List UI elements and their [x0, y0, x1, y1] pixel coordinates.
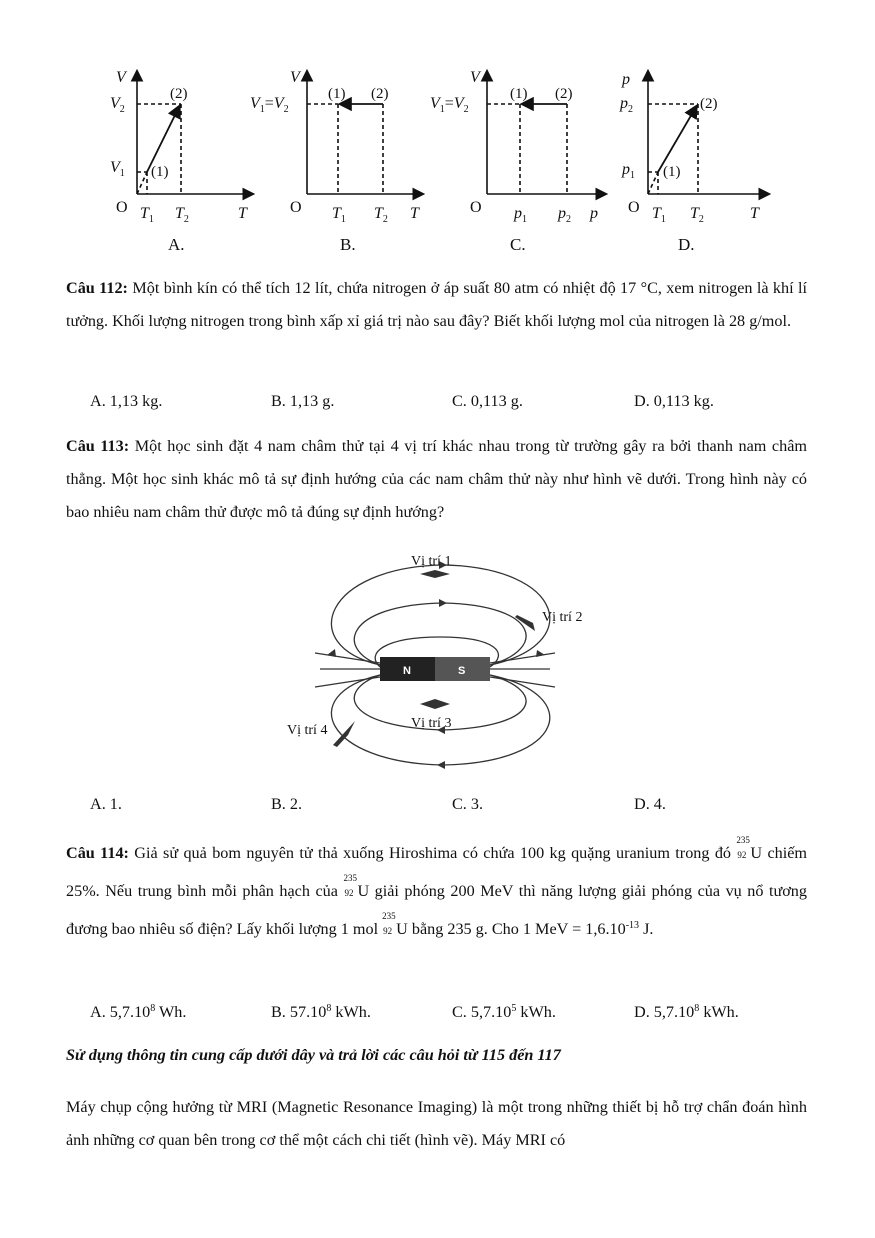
position-3-label: Vị trí 3 — [411, 716, 452, 731]
axis-label-y: V — [290, 69, 300, 86]
state-1: (1) — [328, 86, 346, 102]
south-pole-label: S — [458, 665, 466, 677]
position-4-label: Vị trí 4 — [287, 723, 328, 738]
question-title: Câu 112: — [66, 279, 128, 297]
question-title: Câu 114: — [66, 844, 129, 862]
option-d[interactable]: D. 0,113 kg. — [634, 392, 714, 410]
option-b[interactable]: B. 1,13 g. — [271, 392, 335, 410]
label-t2: $T_2$ — [690, 205, 704, 225]
state-2: (2) — [371, 86, 389, 102]
magnet-field-figure — [285, 545, 605, 775]
graph-caption: A. — [168, 235, 185, 254]
isotope-notation: 235 92 — [382, 910, 396, 936]
origin-label: O — [628, 199, 640, 216]
graph-caption: D. — [678, 235, 695, 254]
label-p1: $p_1$ — [514, 205, 527, 225]
option-a[interactable]: A. 1. — [90, 795, 122, 813]
label-v2: $V_2$ — [110, 95, 125, 115]
state-2: (2) — [700, 96, 718, 112]
label-t1: $T_1$ — [332, 205, 346, 225]
position-2-label: Vị trí 2 — [542, 610, 583, 625]
exponent: -13 — [625, 920, 640, 931]
graph-c — [430, 60, 610, 260]
question-text-c: U giải phóng 200 MeV thì năng lượng giải phóng của vụ nổ tương đương bao nhiêu số điện? Lấy khối lượng 1 mol — [66, 882, 807, 938]
compass-needle-3 — [420, 699, 450, 709]
option-d[interactable]: D. 4. — [634, 795, 666, 813]
section-text: Máy chụp cộng hưởng từ MRI (Magnetic Resonance Imaging) là một trong những thiết bị hỗ trợ chẩn đoán hình ảnh những cơ quan bên trong cơ thể một cách chi tiết (hình vẽ). Máy MRI có — [66, 1098, 807, 1149]
label-p2: $p_2$ — [558, 205, 571, 225]
option-c[interactable]: C. 3. — [452, 795, 484, 813]
graphs-figure — [100, 60, 780, 260]
origin-label: O — [290, 199, 302, 216]
isotope-notation: 235 92 — [736, 834, 750, 860]
graph-a — [100, 60, 260, 260]
option-b[interactable]: B. 2. — [271, 795, 303, 813]
origin-label: O — [470, 199, 482, 216]
graph-caption: B. — [340, 235, 356, 254]
state-2: (2) — [555, 86, 573, 102]
label-v1-eq-v2: $V_1=V_2$ — [430, 95, 469, 115]
question-112-options — [90, 392, 810, 416]
isotope-notation: 235 92 — [343, 872, 357, 898]
label-p2: $p_2$ — [620, 95, 633, 115]
state-2: (2) — [170, 86, 188, 102]
option-a[interactable]: A. 5,7.10$^8$ Wh. — [90, 1003, 187, 1021]
north-pole-label: N — [403, 665, 411, 677]
question-text-e: J. — [639, 920, 654, 938]
axis-label-x: T — [238, 205, 247, 222]
question-114 — [66, 834, 807, 948]
section-title: Sử dụng thông tin cung cấp dưới dây và trả lời các câu hỏi từ 115 đến 117 — [66, 1046, 561, 1064]
question-113-options — [90, 795, 810, 819]
axis-label-x: T — [750, 205, 759, 222]
axis-label-y: p — [622, 71, 630, 88]
axis-label-y: V — [116, 69, 126, 86]
option-d[interactable]: D. 5,7.10$^8$ kWh. — [634, 1003, 739, 1021]
axis-label-x: T — [410, 205, 419, 222]
question-title: Câu 113: — [66, 437, 130, 455]
origin-label: O — [116, 199, 128, 216]
question-text-b: U chiếm 25%. Nếu trung bình mỗi phân hạch của — [66, 844, 807, 900]
option-c[interactable]: C. 0,113 g. — [452, 392, 523, 410]
axis-label-y: V — [470, 69, 480, 86]
label-v1-eq-v2: $V_1=V_2$ — [250, 95, 289, 115]
state-1: (1) — [663, 164, 681, 180]
question-text-d: U bằng 235 g. Cho 1 MeV = 1,6.10 — [396, 920, 626, 938]
option-c[interactable]: C. 5,7.10$^5$ kWh. — [452, 1003, 556, 1021]
graph-b — [250, 60, 430, 260]
position-1-label: Vị trí 1 — [411, 554, 452, 569]
compass-needle-2 — [515, 615, 535, 631]
label-t1: $T_1$ — [652, 205, 666, 225]
compass-needle-1 — [420, 570, 450, 578]
option-b[interactable]: B. 57.10$^8$ kWh. — [271, 1003, 371, 1021]
question-text: Một bình kín có thể tích 12 lít, chứa nitrogen ở áp suất 80 atm có nhiệt độ 17 °C, xem nitrogen là khí lí tưởng. Khối lượng nitrogen trong bình xấp xỉ giá trị nào sau đây? Biết khối lượng mol của nitrogen là 28 g/mol. — [66, 279, 807, 330]
question-text: Một học sinh đặt 4 nam châm thử tại 4 vị trí khác nhau trong từ trường gây ra bởi thanh nam châm thẳng. Một học sinh khác mô tả sự định hướng của các nam châm thử này như hình vẽ dưới. Trong hình này có bao nhiêu nam châm thử được mô tả đúng sự định hướng? — [66, 437, 807, 521]
question-text-a: Giả sử quả bom nguyên tử thả xuống Hiroshima có chứa 100 kg quặng uranium trong đó — [128, 844, 737, 862]
label-t1: $T_1$ — [140, 205, 154, 225]
graph-caption: C. — [510, 235, 526, 254]
question-114-options — [90, 1003, 810, 1027]
question-113 — [66, 430, 807, 529]
label-t2: $T_2$ — [374, 205, 388, 225]
question-112 — [66, 272, 807, 338]
state-1: (1) — [151, 164, 169, 180]
graph-d — [610, 60, 780, 260]
axis-label-x: p — [590, 205, 598, 222]
label-v1: $V_1$ — [110, 159, 125, 179]
label-t2: $T_2$ — [175, 205, 189, 225]
state-1: (1) — [510, 86, 528, 102]
label-p1: $p_1$ — [622, 161, 635, 181]
option-a[interactable]: A. 1,13 kg. — [90, 392, 163, 410]
